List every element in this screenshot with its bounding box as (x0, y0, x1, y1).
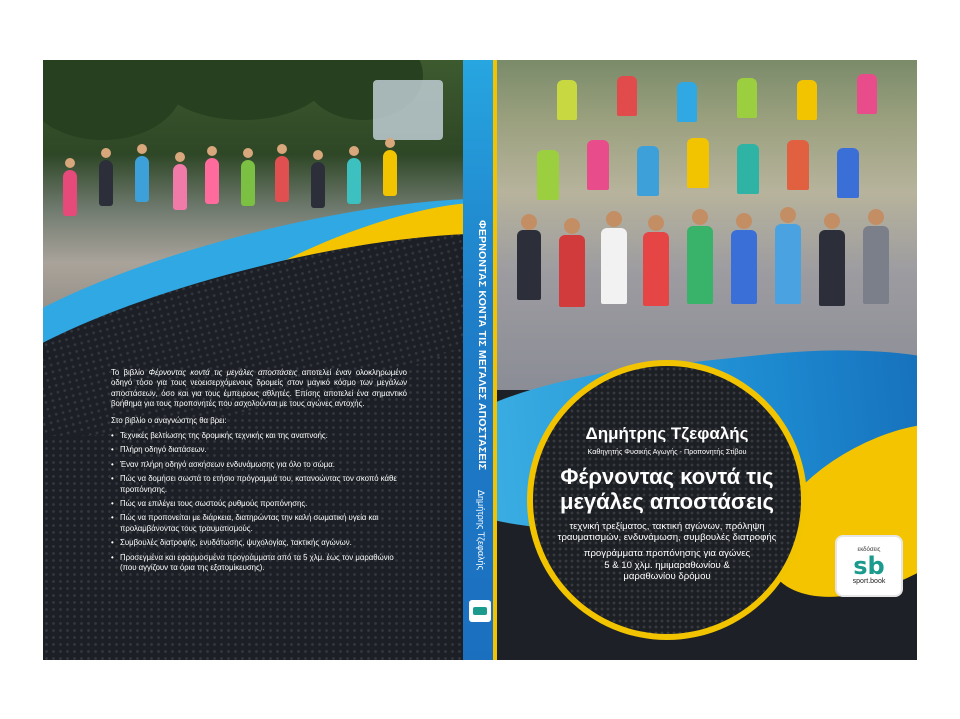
book-programs: προγράμματα προπόνησης για αγώνες 5 & 10 χλμ. ημιμαραθωνίου & μαραθωνίου δρόμου (583, 548, 751, 582)
list-item: • Τεχνικές βελτίωσης της δρομικής τεχνικής και της αναπνοής. (111, 431, 407, 441)
spine-author: Δημήτρης Τζεφαλής (476, 490, 486, 570)
list-item: • Πώς να προπονείται με διάρκεια, διατηρώντας την καλή σωματική υγεία και προλαμβάνοντας τους τραυματισμούς. (111, 513, 407, 534)
book-spine (463, 60, 497, 660)
front-cover (497, 60, 917, 660)
book-title: Φέρνοντας κοντά τις μεγάλες αποστάσεις (560, 463, 774, 514)
spine-publisher-logo (469, 600, 491, 622)
list-item: • Έναν πλήρη οδηγό ασκήσεων ενδυνάμωσης για όλο το σώμα. (111, 460, 407, 470)
blurb-subhead: Στο βιβλίο ο αναγνώστης θα βρει: (111, 415, 227, 425)
author-credentials: Καθηγητής Φυσικής Αγωγής - Προπονητής Στίβου (587, 446, 747, 456)
blurb-bullet-list (111, 431, 407, 573)
list-item: • Πώς να δομήσει σωστά το ετήσιο πρόγραμμά του, κατανοώντας τον σκοπό κάθε προπόνησης. (111, 474, 407, 495)
front-cover-photo (497, 60, 917, 390)
list-item: • Πλήρη οδηγό διατάσεων. (111, 445, 407, 455)
list-item: • Προσεγμένα και εφαρμοσμένα προγράμματα από τα 5 χλμ. έως τον μαραθώνιο (που αγγίζουν τα όρια της εξατομίκευσης). (111, 553, 407, 574)
back-cover (43, 60, 463, 660)
list-item: • Πώς να επιλέγει τους σωστούς ρυθμούς προπόνησης. (111, 499, 407, 509)
author-name: Δημήτρης Τζεφαλής (585, 423, 749, 443)
book-topics: τεχνική τρεξίματος, τακτική αγώνων, πρόληψη τραυματισμών, ενδυνάμωση, συμβουλές διατροφής (557, 520, 777, 544)
blurb-intro: Το βιβλίο Φέρνοντας κοντά τις μεγάλες αποστάσεις αποτελεί έναν ολοκληρωμένο οδηγό τόσο για τους νεοεισερχόμενους δρομείς στον μαγικό κόσμο των μεγάλων αποστάσεων, όσο και για τους έμπειρους αθλητές. Επίσης αποτελεί ένα σημαντικό βοήθημα για τους προπονητές που ασχολούνται με τους αγώνες αντοχής. (111, 368, 407, 409)
book-cover-spread (43, 60, 917, 660)
list-item: • Συμβουλές διατροφής, ενυδάτωσης, ψυχολογίας, τακτικής αγώνων. (111, 538, 407, 548)
title-badge (527, 360, 807, 640)
publisher-logo: εκδόσεις sb sport.book (835, 535, 903, 597)
back-cover-blurb (111, 368, 407, 578)
spine-title: ΦΕΡΝΟΝΤΑΣ ΚΟΝΤΑ ΤΙΣ ΜΕΓΑΛΕΣ ΑΠΟΣΤΑΣΕΙΣ (476, 220, 488, 471)
